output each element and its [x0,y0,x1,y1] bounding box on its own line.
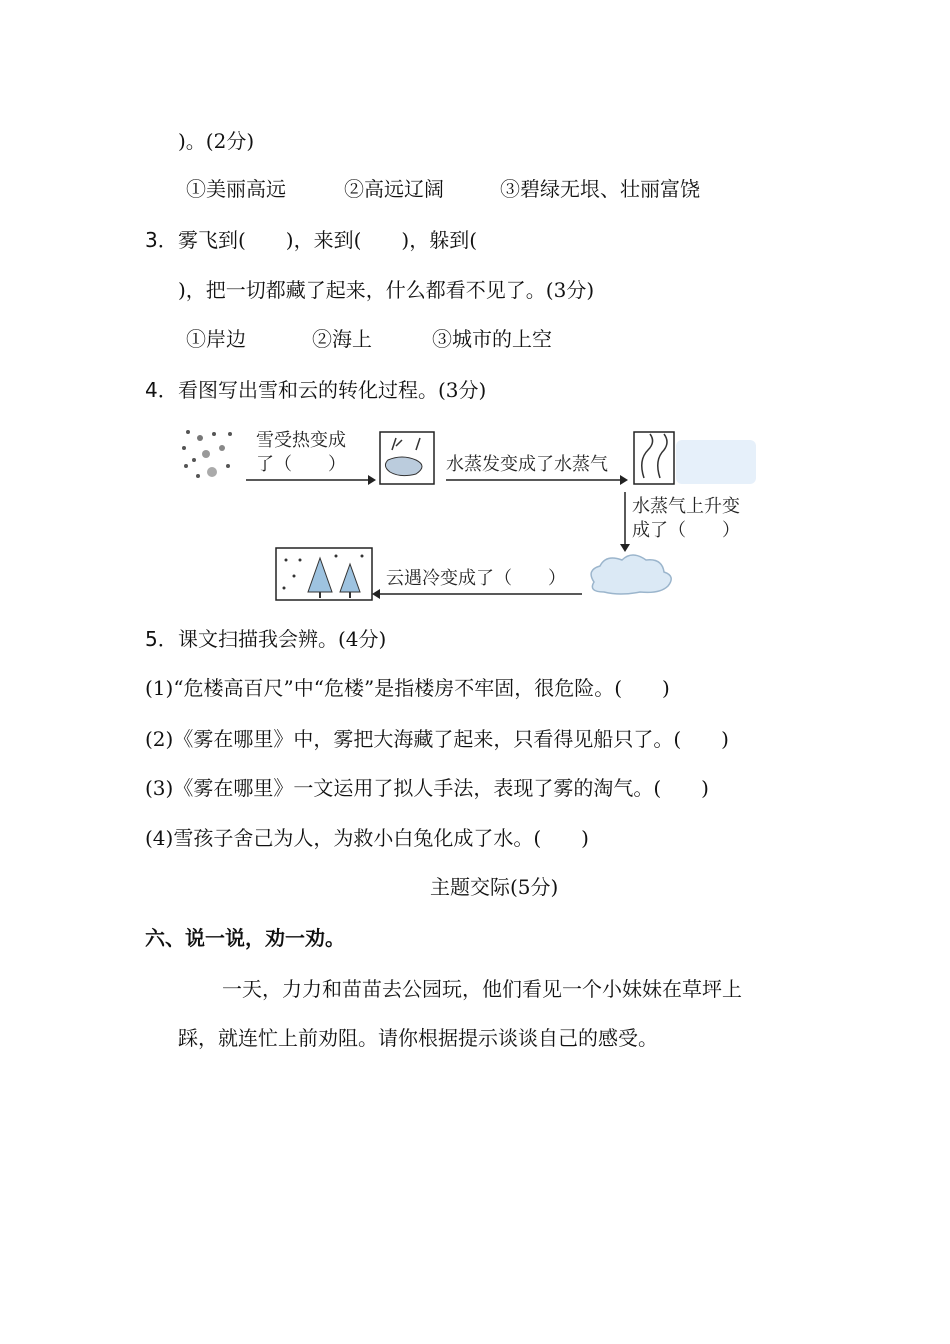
q2-option-2: ②高远辽阔 [344,177,444,201]
section6-para-line1: 一天，力力和苗苗去公园玩，他们看见一个小妹妹在草坪上 [222,977,742,1001]
snowy-trees-icon [276,548,372,600]
snowflakes-icon [182,430,232,478]
q5-number: 5． [145,627,178,651]
q2-tail: )。(2分) [178,129,255,153]
q5-item-2: (2)《雾在哪里》中，雾把大海藏了起来，只看得见船只了。( ) [145,727,729,751]
q3-option-3: ③城市的上空 [432,327,552,351]
arrow-4-head [372,589,380,599]
q5-item-1: (1)“危楼高百尺”中“危楼”是指楼房不牢固，很危险。( ) [145,676,670,700]
water-vapor-icon [634,432,756,484]
q5-item-4: (4)雪孩子舍己为人，为救小白兔化成了水。( ) [145,826,589,850]
diagram-label-1a: 雪受热变成 [256,430,346,451]
q5-item-3: (3)《雾在哪里》一文运用了拟人手法，表现了雾的淘气。( ) [145,776,709,800]
q5-text: 课文扫描我会辨。(4分) [178,627,387,651]
q4-number: 4． [145,378,178,402]
q3-line2: )，把一切都藏了起来，什么都看不见了。(3分) [178,278,595,302]
section6-heading: 六、说一说，劝一劝。 [145,926,345,950]
arrow-2-head [620,475,628,485]
q4-text: 看图写出雪和云的转化过程。(3分) [178,378,487,402]
theme-title: 主题交际(5分) [430,875,559,899]
diagram-label-3a: 水蒸气上升变 [632,496,740,517]
cloud-icon [591,555,671,594]
arrow-1-head [368,475,376,485]
q3-option-1: ①岸边 [186,327,246,351]
q3-option-2: ②海上 [312,327,372,351]
diagram-label-1b: 了（ ） [256,454,346,475]
water-cycle-diagram [170,420,770,610]
arrow-3-head [620,544,630,552]
section6-para-line2: 踩，就连忙上前劝阻。请你根据提示谈谈自己的感受。 [178,1026,658,1050]
diagram-label-4: 云遇冷变成了（ ） [386,568,566,589]
q2-option-1: ①美丽高远 [186,177,286,201]
diagram-label-3b: 成了（ ） [632,520,740,541]
diagram-label-2: 水蒸发变成了水蒸气 [446,454,608,475]
q3-number: 3． [145,228,178,252]
melting-puddle-icon [380,432,434,484]
q2-option-3: ③碧绿无垠、壮丽富饶 [500,177,700,201]
q3-line1: 雾飞到( )，来到( )，躲到( [178,228,478,252]
